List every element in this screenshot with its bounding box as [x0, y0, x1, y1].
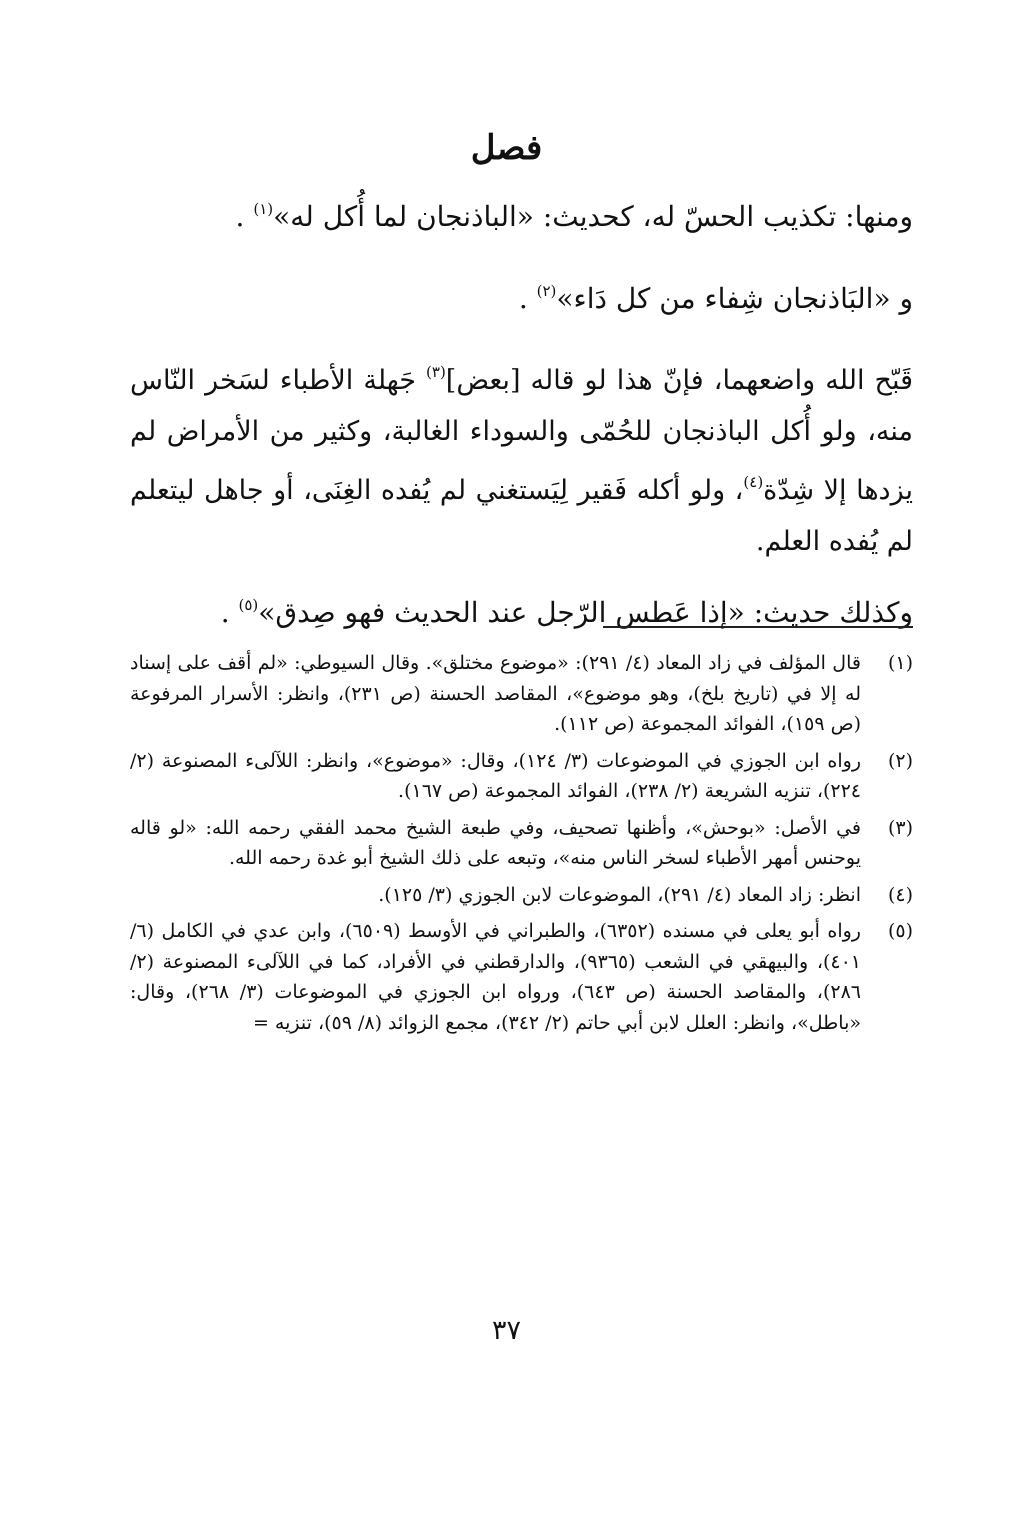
- footnotes: [130, 648, 913, 1044]
- footnote-number: (٢): [887, 749, 913, 772]
- footnote-text: رواه أبو يعلى في مسنده (٦٣٥٢)، والطبراني في الأوسط (٦٥٠٩)، وابن عدي في الكامل (٦/ ٤٠١)، والبيهقي في الشعب (٩٣٦٥)، والدارقطني في الأفراد، كما في اللآلىء المصنوعة (٢/ ٢٨٦)، والمقاصد الحسنة (ص ٦٤٣)، ورواه ابن الجوزي في الموضوعات (٣/ ٢٦٨)، وقال: «باطل»، وانظر: العلل لابن أبي حاتم (٢/ ٣٤٢)، مجمع الزوائد (٨/ ٥٩)، تنزيه =: [130, 920, 861, 1034]
- footnote-5: [130, 916, 913, 1038]
- footnote-text: قال المؤلف في زاد المعاد (٤/ ٢٩١): «موضوع مختلق». وقال السيوطي: «لم أقف على إسناد له إلا في (تاريخ بلخ)، وهو موضوع»، المقاصد الحسنة (ص ٢٣١)، وانظر: الأسرار المرفوعة (ص ١٥٩)، الفوائد المجموعة (ص ١١٢).: [130, 652, 861, 735]
- hadith-line-3: وكذلك حديث: «إذا عَطس الرّجل عند الحديث فهو صِدق»$^{(٥)}$ .: [220, 596, 913, 629]
- section-heading: فصل: [470, 128, 543, 168]
- footnote-number: (٥): [887, 920, 913, 942]
- footnote-text: رواه ابن الجوزي في الموضوعات (٣/ ١٢٤)، وقال: «موضوع»، وانظر: اللآلىء المصنوعة (٢/ ٢٢٤)، تنزيه الشريعة (٢/ ٢٣٨)، الفوائد المجموعة (ص ١٦٧).: [130, 749, 862, 802]
- footnote-ref-4[interactable]: (٤): [743, 473, 764, 491]
- main-text: [130, 185, 913, 637]
- hadith-line-2: و «البَاذنجان شِفاء من كل دَاء»$^{(٢)}$ .: [518, 282, 913, 315]
- footnote-3: [130, 813, 913, 874]
- footnote-separator: [603, 626, 913, 628]
- footnote-ref-3[interactable]: (٣): [426, 363, 446, 381]
- footnote-number: (١): [887, 652, 913, 674]
- footnote-ref-5[interactable]: (٥): [238, 596, 259, 614]
- hadith-line-1: ومنها: تكذيب الحسّ له، كحديث: «الباذنجان لما أُكل له»$^{(١)}$ .: [235, 200, 913, 233]
- commentary-paragraph: قَبّح الله واضعهما، فإنّ هذا لو قاله [بعض]$^{(٣)}$ جَهلة الأطباء لسَخر النّاس منه، ولو أُكل الباذنجان للحُمّى والسوداء الغالبة، وكثير من الأمراض لم يزدها إلا شِدّة$^{(٤)}$، ولو أكله فَقير لِيَستغني لم يُفده الغِنَى، أو جاهل ليتعلم لم يُفده العلم.: [130, 363, 913, 557]
- footnote-ref-2[interactable]: (٢): [536, 282, 557, 300]
- footnote-1: [130, 648, 913, 740]
- footnote-text: في الأصل: «بوحش»، وأظنها تصحيف، وفي طبعة الشيخ محمد الفقي رحمه الله: «لو قاله يوحنس أمهر الأطباء لسخر الناس منه»، وتبعه على ذلك الشيخ أبو غدة رحمه الله.: [130, 816, 861, 869]
- footnote-ref-1[interactable]: (١): [253, 200, 274, 218]
- footnote-number: (٤): [887, 883, 913, 906]
- footnote-2: [130, 746, 913, 807]
- footnote-4: [130, 880, 913, 911]
- footnote-number: (٣): [887, 816, 913, 839]
- page-number: ٣٧: [491, 1315, 521, 1346]
- footnote-text: انظر: زاد المعاد (٤/ ٢٩١)، الموضوعات لابن الجوزي (٣/ ١٢٥).: [378, 883, 861, 906]
